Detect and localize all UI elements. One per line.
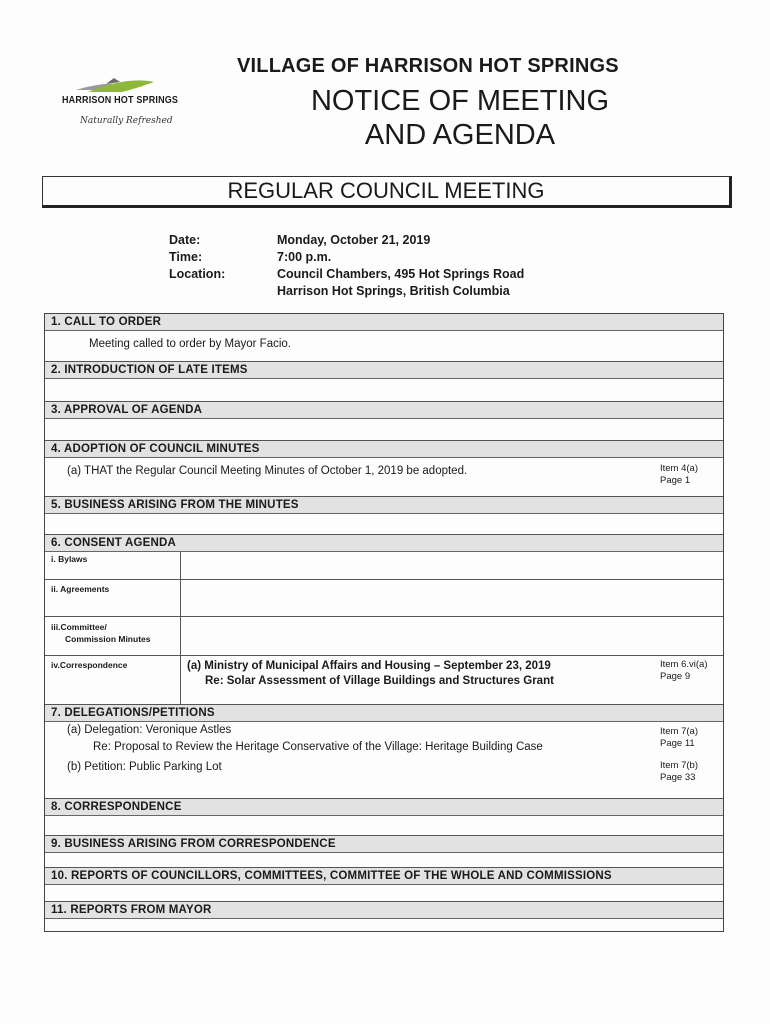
section-heading: 2. INTRODUCTION OF LATE ITEMS [45,362,723,379]
section-call-to-order [45,314,723,362]
section-heading: 6. CONSENT AGENDA [45,535,723,552]
agenda-table [44,313,724,932]
section-business-arising-correspondence [45,836,723,868]
section-reports-mayor [45,902,723,931]
section-heading: 5. BUSINESS ARISING FROM THE MINUTES [45,497,723,514]
section-text: Meeting called to order by Mayor Facio. [89,338,291,350]
section-consent-agenda [45,535,723,705]
consent-row-committee-minutes [45,616,723,655]
section-heading: 1. CALL TO ORDER [45,314,723,331]
section-heading: 3. APPROVAL OF AGENDA [45,402,723,419]
item-reference: Item 4(a) [660,463,699,474]
date-value: Monday, October 21, 2019 [277,233,431,247]
consent-label-2: Commission Minutes [65,634,151,644]
section-late-items [45,362,723,402]
section-heading: 8. CORRESPONDENCE [45,799,723,816]
meeting-details [169,232,524,300]
location-value-2: Harrison Hot Springs, British Columbia [277,284,510,298]
correspondence-item-subject: Re: Solar Assessment of Village Buildings and Structures Grant [205,675,554,687]
section-heading: 4. ADOPTION OF COUNCIL MINUTES [45,441,723,458]
page-reference: Page 11 [660,738,695,749]
logo-name: HARRISON HOT SPRINGS [62,95,179,106]
agenda-item-text: (a) THAT the Regular Council Meeting Minutes of October 1, 2019 be adopted. [67,465,468,477]
page-reference: Page 33 [660,772,696,783]
section-heading: 7. DELEGATIONS/PETITIONS [45,705,723,722]
location-value-1: Council Chambers, 495 Hot Springs Road [277,267,525,281]
consent-label: ii. Agreements [45,580,181,616]
time-label: Time: [169,250,203,264]
village-title: VILLAGE OF HARRISON HOT SPRINGS [237,55,619,77]
logo-tagline: Naturally Refreshed [80,116,173,126]
petition-item: (b) Petition: Public Parking Lot [67,761,222,773]
location-label: Location: [169,267,226,281]
section-delegations-petitions [45,705,723,799]
item-reference: Item 7(a) [660,726,699,737]
consent-label: i. Bylaws [45,552,181,579]
section-heading: 10. REPORTS OF COUNCILLORS, COMMITTEES, COMMITTEE OF THE WHOLE AND COMMISSIONS [45,868,723,885]
section-adoption-minutes [45,441,723,497]
consent-row-agreements [45,579,723,616]
delegation-subject: Re: Proposal to Review the Heritage Conservative of the Village: Heritage Building Case [93,741,543,753]
notice-title [0,84,770,152]
consent-agenda-table [45,552,723,704]
section-heading: 11. REPORTS FROM MAYOR [45,902,723,919]
section-reports-councillors [45,868,723,902]
consent-label: iv.Correspondence [45,656,181,704]
notice-line-2: AND AGENDA [364,119,556,151]
delegation-item: (a) Delegation: Veronique Astles [67,724,232,736]
consent-row-correspondence [45,655,723,704]
section-business-arising-minutes [45,497,723,535]
item-reference: Item 7(b) [660,760,699,771]
section-heading: 9. BUSINESS ARISING FROM CORRESPONDENCE [45,836,723,853]
section-approval-of-agenda [45,402,723,441]
notice-line-1: NOTICE OF MEETING [310,85,610,117]
correspondence-item: (a) Ministry of Municipal Affairs and Housing – September 23, 2019 [187,660,551,672]
date-label: Date: [169,233,201,247]
page-reference: Page 1 [660,475,691,486]
section-correspondence [45,799,723,836]
meeting-type-title: REGULAR COUNCIL MEETING [227,178,545,203]
time-value: 7:00 p.m. [277,250,332,264]
consent-row-bylaws [45,552,723,579]
meeting-type-box [42,176,732,208]
consent-label: iii.Committee/ [51,622,107,632]
page-reference: Page 9 [660,671,691,682]
item-reference: Item 6.vi(a) [660,659,708,670]
